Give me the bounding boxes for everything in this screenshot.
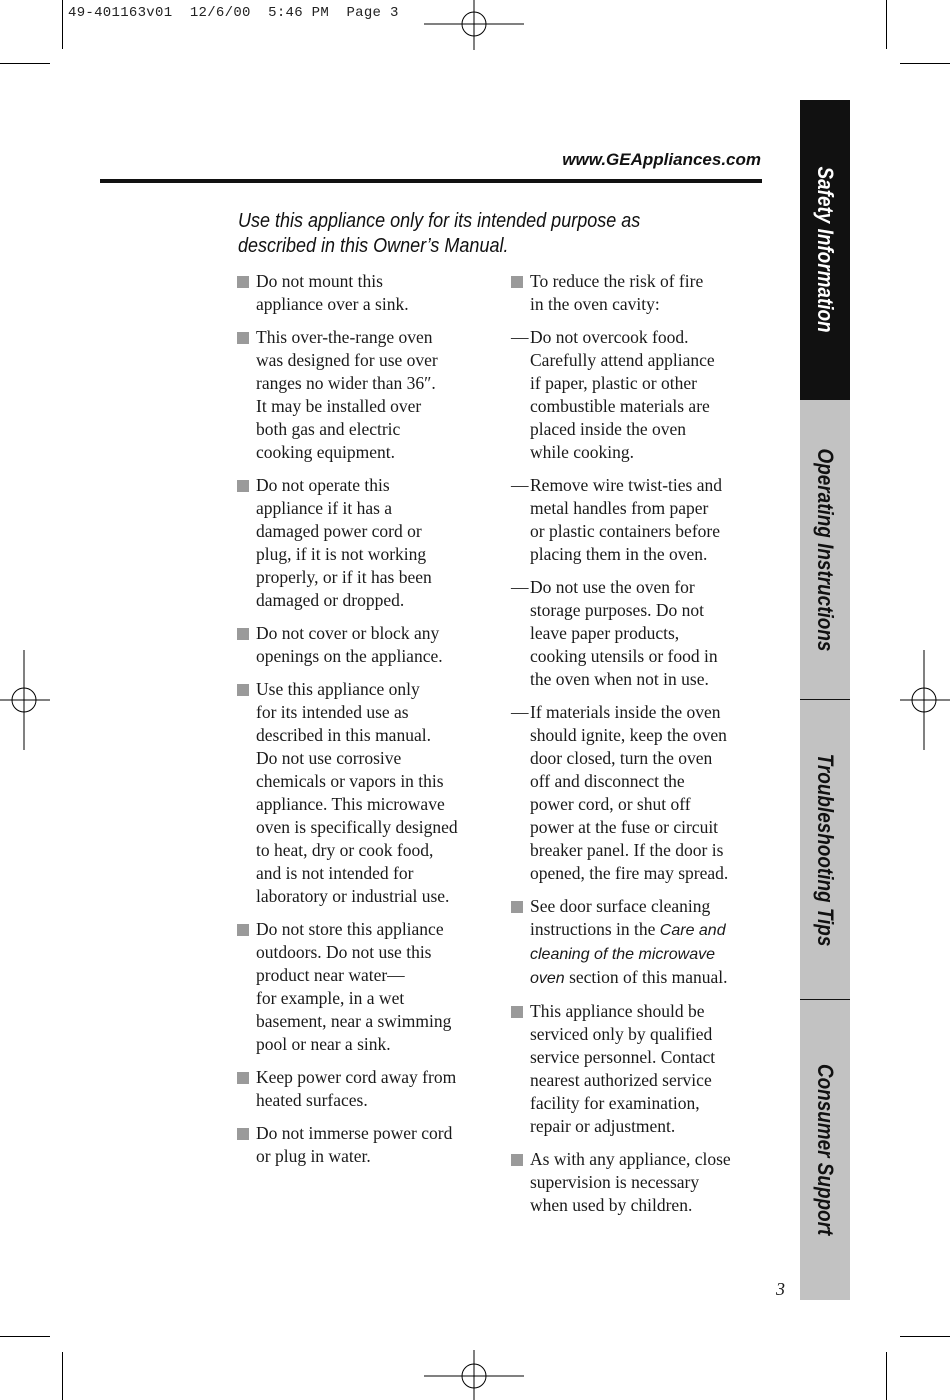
dash-marker: — — [511, 702, 529, 722]
list-item — [237, 474, 492, 612]
cleaning-section-reference: Care and cleaning of the microwave oven — [530, 922, 726, 987]
list-item — [237, 678, 492, 908]
list-item — [237, 270, 492, 316]
list-item — [237, 918, 492, 1056]
list-item — [511, 895, 769, 990]
list-item-text: To reduce the risk of fire in the oven cavity: — [530, 271, 704, 314]
list-item-text: Do not cover or block any openings on the appliance. — [256, 623, 443, 666]
tab-operating-instructions[interactable] — [800, 400, 850, 700]
list-item-text: As with any appliance, close supervision is necessary when used by children. — [530, 1149, 731, 1215]
list-item — [511, 1000, 769, 1138]
list-item-text: Do not operate this appliance if it has a damaged power cord or plug, if it is not working properly, or if it has been damaged or dropped. — [256, 475, 432, 610]
list-item-text: Do not immerse power cord or plug in water. — [256, 1123, 453, 1166]
square-bullet-icon — [511, 1006, 523, 1018]
crop-mark — [62, 1352, 63, 1400]
dash-marker: — — [511, 327, 529, 347]
list-item-text: Keep power cord away from heated surfaces. — [256, 1067, 457, 1110]
right-column — [511, 270, 769, 1227]
list-item-text: Do not mount this appliance over a sink. — [256, 271, 409, 314]
crop-mark — [0, 1336, 50, 1337]
dash-item — [511, 701, 769, 885]
square-bullet-icon — [237, 1072, 249, 1084]
cleaning-text-before: See door surface cleaning instructions in the — [530, 896, 711, 939]
list-item — [237, 622, 492, 668]
registration-mark-icon — [424, 1350, 524, 1400]
dash-item-text: Remove wire twist-ties and metal handles from paper or plastic containers before placing them in the oven. — [530, 475, 722, 564]
crop-mark — [886, 1352, 887, 1400]
square-bullet-icon — [237, 480, 249, 492]
square-bullet-icon — [237, 924, 249, 936]
header-rule — [100, 179, 762, 183]
left-column — [237, 270, 492, 1178]
list-item — [237, 326, 492, 464]
tab-label: Safety Information — [813, 166, 838, 334]
square-bullet-icon — [237, 684, 249, 696]
dash-item — [511, 474, 769, 566]
intro-heading: Use this appliance only for its intended purpose as described in this Owner’s Manual. — [238, 210, 641, 257]
dash-item-text: Do not use the oven for storage purposes. Do not leave paper products, cooking utensils or food in the oven when not in use. — [530, 577, 718, 689]
list-item — [511, 1148, 769, 1217]
tab-troubleshooting-tips[interactable] — [800, 700, 850, 1000]
list-item — [237, 1122, 492, 1168]
square-bullet-icon — [237, 628, 249, 640]
print-slug: 49-401163v01 12/6/00 5:46 PM Page 3 — [68, 5, 399, 21]
list-item — [237, 1066, 492, 1112]
square-bullet-icon — [237, 332, 249, 344]
dash-item-text: Do not overcook food. Carefully attend appliance if paper, plastic or other combustible materials are placed inside the oven while cooking. — [530, 327, 715, 462]
square-bullet-icon — [511, 276, 523, 288]
dash-marker: — — [511, 577, 529, 597]
dash-item-text: If materials inside the oven should ignite, keep the oven door closed, turn the oven off and disconnect the power cord, or shut off power at the fuse or circuit breaker panel. If the door is opened, the fire may spread. — [530, 702, 729, 883]
section-tabs — [800, 100, 850, 1300]
tab-label: Consumer Support — [813, 1064, 838, 1236]
registration-mark-icon — [0, 650, 50, 750]
page-number: 3 — [776, 1279, 785, 1299]
list-item-text: Do not store this appliance outdoors. Do not use this product near water— for example, in a wet basement, near a swimming pool or near a sink. — [256, 919, 452, 1054]
registration-mark-icon — [424, 0, 524, 50]
list-item-text: This over-the-range oven was designed for use over ranges no wider than 36″. It may be installed over both gas and electric cooking equipment. — [256, 327, 438, 462]
tab-label: Operating Instructions — [813, 448, 838, 652]
tab-label: Troubleshooting Tips — [813, 753, 838, 947]
list-item-text: Use this appliance only for its intended use as described in this manual. Do not use corrosive chemicals or vapors in this appliance. This microwave oven is specifically designed to heat, dry or cook food, and is not intended for laboratory or industrial use. — [256, 679, 458, 906]
crop-mark — [900, 1336, 950, 1337]
square-bullet-icon — [511, 1154, 523, 1166]
dash-item — [511, 576, 769, 691]
dash-item — [511, 326, 769, 464]
square-bullet-icon — [237, 276, 249, 288]
fire-risk-item — [511, 270, 769, 316]
dash-marker: — — [511, 475, 529, 495]
crop-mark — [886, 0, 887, 49]
tab-safety-information[interactable] — [800, 100, 850, 400]
crop-mark — [0, 63, 50, 64]
square-bullet-icon — [511, 901, 523, 913]
list-item-text: This appliance should be serviced only by qualified service personnel. Contact nearest authorized service facility for examination, repair or adjustment. — [530, 1001, 716, 1136]
crop-mark — [62, 0, 63, 49]
crop-mark — [900, 63, 950, 64]
tab-consumer-support[interactable] — [800, 1000, 850, 1300]
square-bullet-icon — [237, 1128, 249, 1140]
website-url[interactable]: www.GEAppliances.com — [562, 150, 761, 169]
cleaning-text-after: section of this manual. — [564, 967, 728, 987]
registration-mark-icon — [900, 650, 950, 750]
